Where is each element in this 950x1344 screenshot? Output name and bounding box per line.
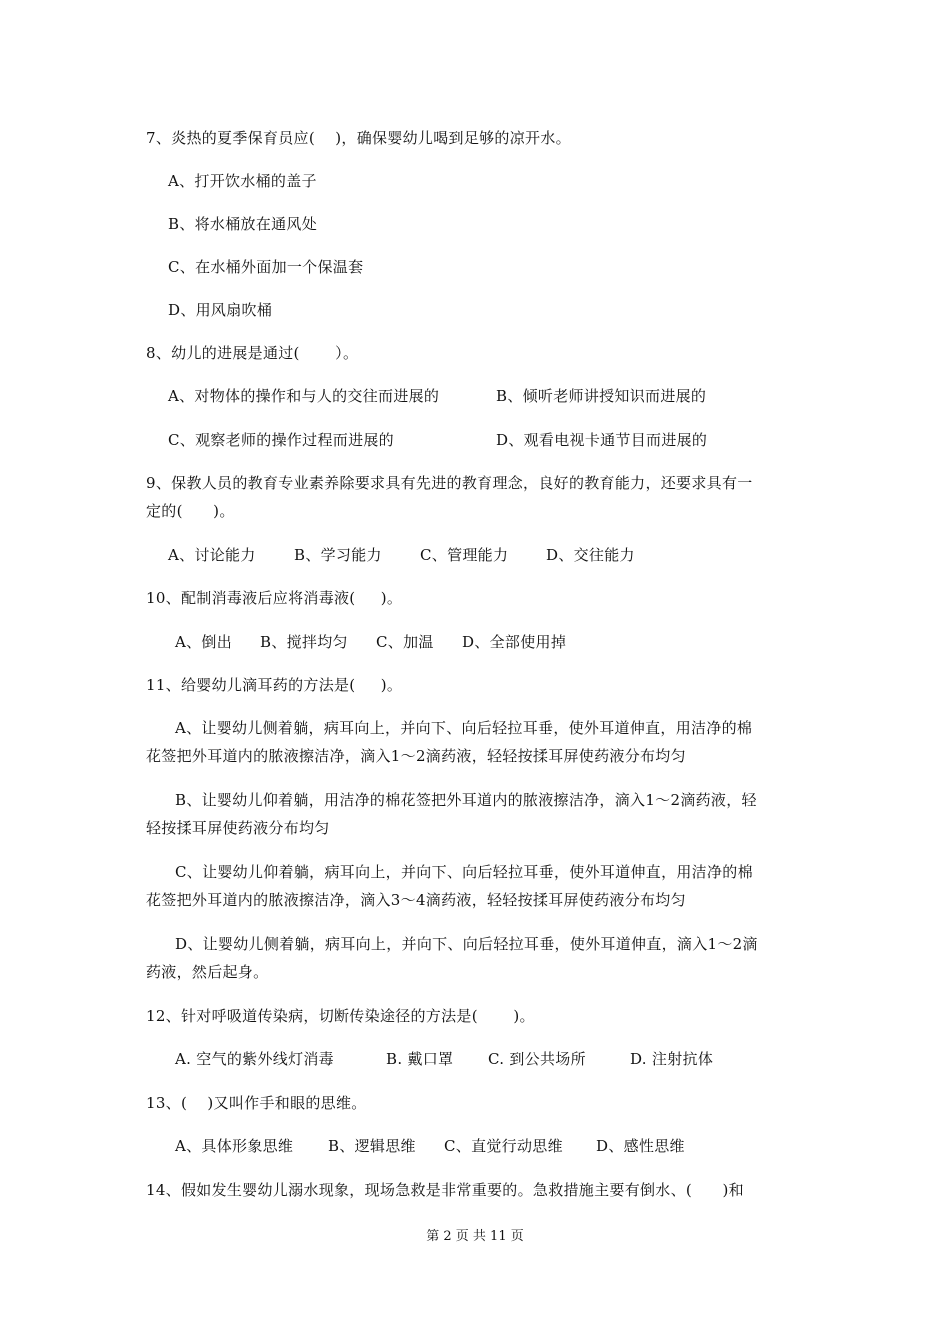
question-10-option-d: D、全部使用掉	[462, 633, 567, 651]
question-11-option-b-line2: 轻按揉耳屏使药液分布均匀	[146, 819, 330, 837]
question-12-option-c: C. 到公共场所	[488, 1050, 586, 1068]
question-8-option-d: D、观看电视卡通节目而进展的	[496, 431, 708, 449]
question-11-stem: 11、给婴幼儿滴耳药的方法是( )。	[146, 676, 403, 694]
question-12-option-a: A. 空气的紫外线灯消毒	[175, 1050, 334, 1068]
question-13-stem: 13、( )又叫作手和眼的思维。	[146, 1094, 367, 1112]
question-9-stem-line1: 9、保教人员的教育专业素养除要求具有先进的教育理念，良好的教育能力，还要求具有一	[146, 474, 753, 492]
question-13-option-d: D、感性思维	[596, 1137, 685, 1155]
question-8-option-b: B、倾听老师讲授知识而进展的	[496, 387, 707, 405]
question-7-option-d: D、用风扇吹桶	[168, 301, 273, 319]
question-7-stem: 7、炎热的夏季保育员应( )，确保婴幼儿喝到足够的凉开水。	[146, 129, 571, 147]
question-9-stem-line2: 定的( )。	[146, 502, 235, 520]
question-10-stem: 10、配制消毒液后应将消毒液( )。	[146, 589, 403, 607]
question-8-stem: 8、幼儿的进展是通过( ）。	[146, 344, 359, 362]
question-9-option-b: B、学习能力	[294, 546, 382, 564]
question-8-option-a: A、对物体的操作和与人的交往而进展的	[168, 387, 440, 405]
question-7-option-b: B、将水桶放在通风处	[168, 215, 318, 233]
question-13-option-a: A、具体形象思维	[175, 1137, 294, 1155]
question-14-stem: 14、假如发生婴幼儿溺水现象，现场急救是非常重要的。急救措施主要有倒水、( )和	[146, 1181, 744, 1199]
question-11-option-a-line1: A、让婴幼儿侧着躺，病耳向上，并向下、向后轻拉耳垂，使外耳道伸直，用洁净的棉	[175, 719, 753, 737]
question-11-option-a-line2: 花签把外耳道内的脓液擦洁净，滴入1～2滴药液，轻轻按揉耳屏使药液分布均匀	[146, 747, 686, 765]
question-13-option-c: C、直觉行动思维	[444, 1137, 563, 1155]
question-10-option-c: C、加温	[376, 633, 434, 651]
question-9-option-a: A、讨论能力	[168, 546, 256, 564]
question-11-option-b-line1: B、让婴幼儿仰着躺，用洁净的棉花签把外耳道内的脓液擦洁净，滴入1～2滴药液，轻	[175, 791, 757, 809]
question-11-option-c-line2: 花签把外耳道内的脓液擦洁净，滴入3～4滴药液，轻轻按揉耳屏使药液分布均匀	[146, 891, 686, 909]
question-12-option-d: D. 注射抗体	[630, 1050, 714, 1068]
question-8-option-c: C、观察老师的操作过程而进展的	[168, 431, 394, 449]
question-10-option-a: A、倒出	[175, 633, 233, 651]
question-11-option-d-line1: D、让婴幼儿侧着躺，病耳向上，并向下、向后轻拉耳垂，使外耳道伸直，滴入1～2滴	[175, 935, 758, 953]
question-12-stem: 12、针对呼吸道传染病，切断传染途径的方法是( )。	[146, 1007, 535, 1025]
question-7-option-a: A、打开饮水桶的盖子	[168, 172, 317, 190]
question-13-option-b: B、逻辑思维	[328, 1137, 416, 1155]
question-11-option-d-line2: 药液，然后起身。	[146, 963, 269, 981]
question-12-option-b: B. 戴口罩	[386, 1050, 454, 1068]
question-7-option-c: C、在水桶外面加一个保温套	[168, 258, 364, 276]
question-9-option-c: C、管理能力	[420, 546, 509, 564]
question-10-option-b: B、搅拌均匀	[260, 633, 348, 651]
question-11-option-c-line1: C、让婴幼儿仰着躺，病耳向上，并向下、向后轻拉耳垂，使外耳道伸直，用洁净的棉	[175, 863, 753, 881]
question-9-option-d: D、交往能力	[546, 546, 635, 564]
page-footer: 第 2 页 共 11 页	[426, 1229, 524, 1244]
